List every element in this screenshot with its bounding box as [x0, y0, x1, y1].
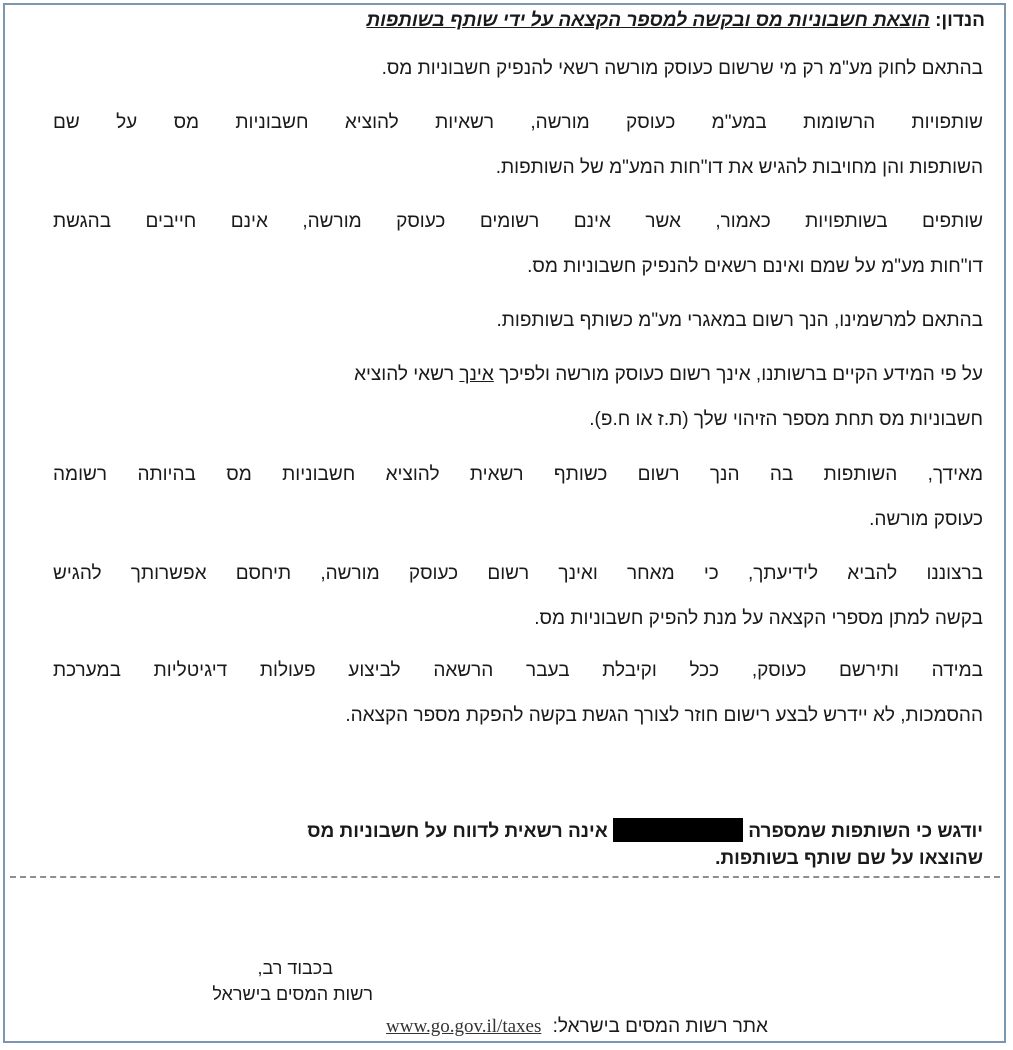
paragraph-3-line-1: שותפים בשותפויות כאמור, אשר אינם רשומים כעוסק מורשה, אינם חייבים בהגשת	[53, 211, 983, 232]
notice-text-b: אינה רשאית לדווח על חשבוניות מס	[307, 821, 608, 842]
paragraph-7-line-2: בקשה למתן מספרי הקצאה על מנת להפיק חשבוניות מס.	[534, 608, 983, 629]
paragraph-8-line-2: ההסמכות, לא יידרש לבצע רישום חוזר לצורך הגשת בקשה להפקת מספר הקצאה.	[345, 705, 983, 726]
paragraph-6-line-2: כעוסק מורשה.	[869, 509, 983, 530]
paragraph-2-line-2: השותפות והן מחויבות להגיש את דו"חות המע"מ של השותפות.	[495, 157, 983, 178]
paragraph-3-line-2: דו"חות מע"מ על שמם ואינם רשאים להנפיק חשבוניות מס.	[527, 256, 983, 277]
notice-line-1	[307, 818, 983, 843]
paragraph-7-line-1: ברצוננו להביא לידיעתך, כי מאחר ואינך רשום כעוסק מורשה, תיחסם אפשרותך להגיש	[53, 563, 983, 584]
subject-prefix: הנדון:	[935, 10, 985, 31]
page-break-divider	[10, 876, 1000, 878]
paragraph-1	[382, 58, 983, 80]
paragraph-6-line-1: מאידך, השותפות בה הנך רשום כשותף רשאית להוציא חשבוניות מס בהיותה רשומה	[53, 464, 983, 485]
signoff-greeting: בכבוד רב,	[257, 958, 333, 978]
website-label: אתר רשות המסים בישראל:	[552, 1016, 768, 1037]
notice-text-a: יודגש כי השותפות שמספרה	[748, 821, 983, 842]
paragraph-8-line-1: במידה ותירשם כעוסק, ככל וקיבלת בעבר הרשאה לביצוע פעולות דיגיטליות במערכת	[53, 660, 983, 681]
paragraph-5-text-a: על פי המידע הקיים ברשותנו, אינך רשום כעוסק מורשה ולפיכך	[499, 364, 983, 385]
paragraph-5-emphasis: אינך	[459, 364, 494, 385]
website-footer	[386, 1016, 768, 1038]
website-link[interactable]: www.go.gov.il/taxes	[386, 1016, 542, 1037]
paragraph-5-line-2: חשבוניות מס תחת מספר הזיהוי שלך (ת.ז או ח.פ).	[589, 409, 983, 430]
paragraph-4: בהתאם למרשמינו, הנך רשום במאגרי מע"מ כשותף בשותפות.	[496, 310, 983, 331]
paragraph-5-line-1	[53, 364, 983, 386]
subject-title: הוצאת חשבוניות מס ובקשה למספר הקצאה על ידי שותף בשותפות	[366, 10, 930, 31]
paragraph-5-text-b: רשאי להוציא	[354, 364, 455, 385]
redaction-box	[613, 818, 743, 842]
subject-line	[366, 10, 985, 32]
paragraph-2-line-1: שותפויות הרשומות במע"מ כעוסק מורשה, רשאיות להוציא חשבוניות מס על שם	[53, 112, 983, 133]
paragraph-1-line-1: בהתאם לחוק מע"מ רק מי שרשום כעוסק מורשה רשאי להנפיק חשבוניות מס.	[381, 58, 983, 79]
notice-line-2: שהוצאו על שם שותף בשותפות.	[715, 848, 983, 869]
signoff-signature: רשות המסים בישראל	[212, 984, 373, 1004]
